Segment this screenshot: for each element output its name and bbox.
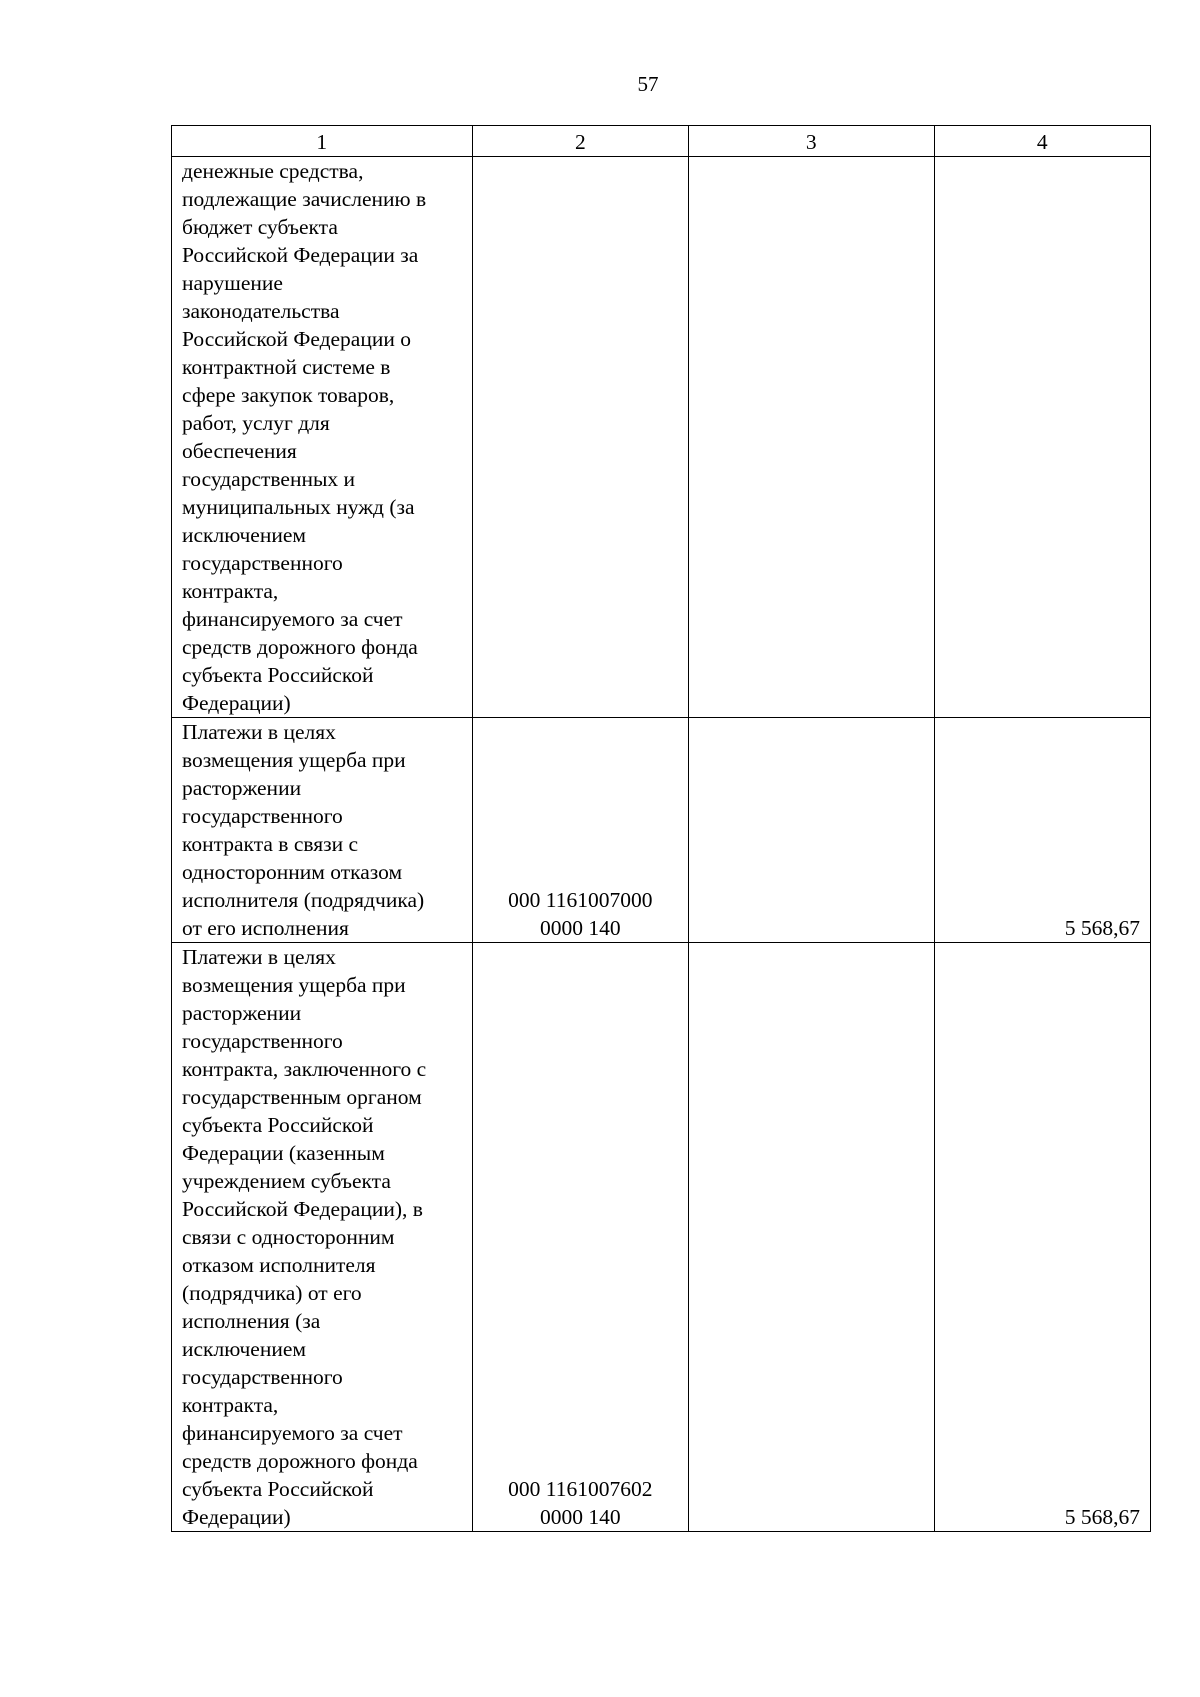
row-col3 [689,943,935,1532]
row-description: Платежи в целях возмещения ущерба при расторжении государственного контракта в связи с односторонним отказом исполнителя (подрядчика) от его исполнения [172,718,473,943]
row-code: 000 1161007602 0000 140 [472,943,688,1532]
table-row [172,718,1151,943]
table-header-row [172,126,1151,157]
row-description: Платежи в целях возмещения ущерба при расторжении государственного контракта, заключенного с государственным органом субъекта Российской Федерации (казенным учреждением субъекта Российской Федерации), в связи с односторонним отказом исполнителя (подрядчика) от его исполнения (за исключением государственного контракта, финансируемого за счет средств дорожного фонда субъекта Российской Федерации) [172,943,473,1532]
table-row [172,157,1151,718]
row-code: 000 1161007000 0000 140 [472,718,688,943]
budget-table [171,125,1151,1532]
page-number: 57 [637,72,659,96]
row-amount: 5 568,67 [934,718,1150,943]
header-col-3: 3 [689,126,935,157]
row-amount [934,157,1150,718]
row-col3 [689,157,935,718]
header-col-4: 4 [934,126,1150,157]
row-col3 [689,718,935,943]
row-amount: 5 568,67 [934,943,1150,1532]
row-code [472,157,688,718]
header-col-2: 2 [472,126,688,157]
header-col-1: 1 [172,126,473,157]
table-row [172,943,1151,1532]
row-description: денежные средства, подлежащие зачислению в бюджет субъекта Российской Федерации за нарушение законодательства Российской Федерации о контрактной системе в сфере закупок товаров, работ, услуг для обеспечения государственных и муниципальных нужд (за исключением государственного контракта, финансируемого за счет средств дорожного фонда субъекта Российской Федерации) [172,157,473,718]
